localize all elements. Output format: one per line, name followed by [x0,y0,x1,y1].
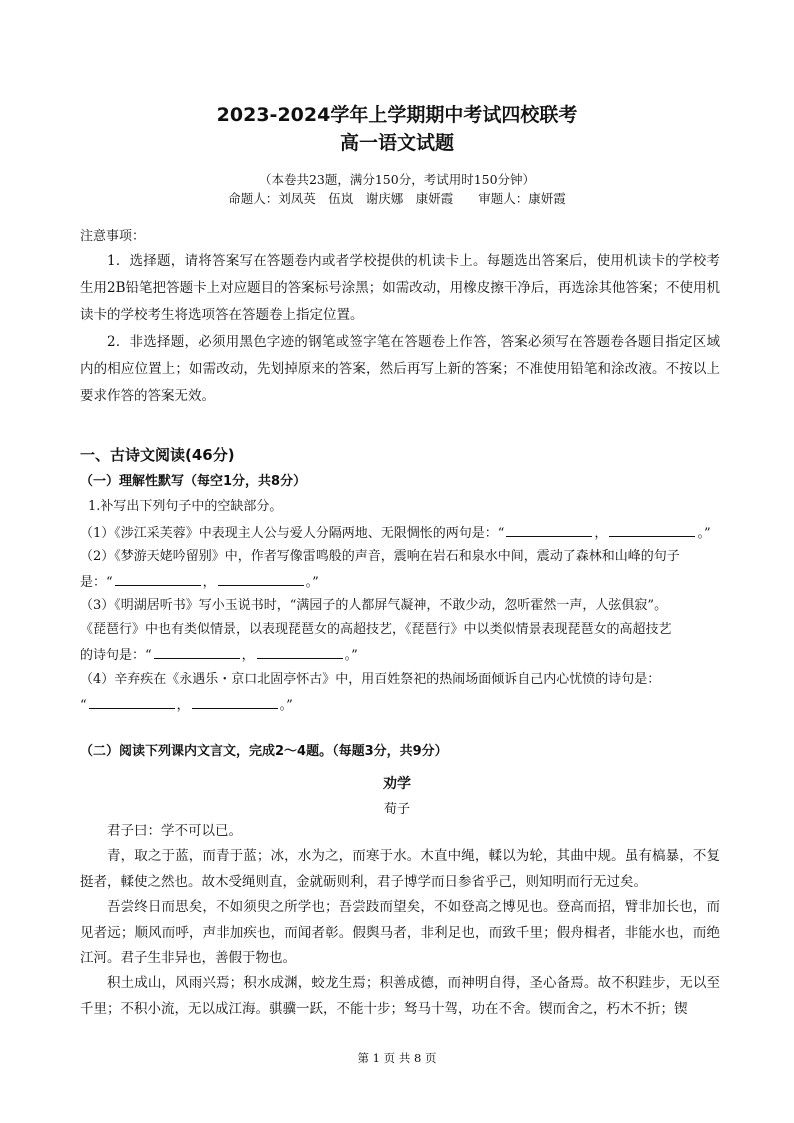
answer-blank[interactable] [89,694,175,709]
section-1-title: 一、古诗文阅读(46分) [80,446,235,464]
q1-4-mid: ， [176,698,190,713]
part-1-title: （一）理解性默写（每空1分，共8分） [80,474,307,489]
part-2-title: （二）阅读下列课内文言文，完成2～4题。（每题3分，共9分） [80,744,448,759]
notice-heading: 注意事项： [80,229,146,244]
q1-2-start: 是：“ [80,575,113,590]
answer-blank[interactable] [192,694,278,709]
question-1-4-line-1: （4）辛弃疾在《永遇乐・京口北固亭怀古》中，用百姓祭祀的热闹场面倾诉自己内心忧愤的诗句是： [80,672,661,687]
answer-blank[interactable] [506,522,592,537]
article-paragraph-3: 吾尝终日而思矣，不如须臾之所学也；吾尝跂而望矣，不如登高之博见也。登高而招，臂非加长也，而见者远；顺风而呼，声非加疾也，而闻者彰。假舆马者，非利足也，而致千里；假舟楫者，非能水也，而绝江河。君子生非异也，善假于物也。 [80,899,720,966]
notice-item-1: 1．选择题，请将答案写在答题卷内或者学校提供的机读卡上。每题选出答案后，使用机读卡的学校考生用2B铅笔把答题卡上对应题目的答案标号涂黑；如需改动，用橡皮擦干净后，再选涂其他答案；不使用机读卡的学校考生将选项答在答题卷上指定位置。 [80,253,720,323]
notice-item-2: 2．非选择题，必须用黑色字迹的钢笔或签字笔在答题卷上作答，答案必须写在答题卷各题目指定区域内的相应位置上；如需改动，先划掉原来的答案，然后再写上新的答案；不准使用铅笔和涂改液。不按以上要求作答的答案无效。 [80,334,720,404]
q1-3-end: 。” [344,648,358,663]
q1-3-start: 的诗句是：“ [80,648,152,663]
question-1-1 [80,522,720,544]
question-1-2-line-2 [80,571,720,593]
question-1-intro: 1.补写出下列句子中的空缺部分。 [88,499,283,514]
article-paragraph-4: 积土成山，风雨兴焉；积水成渊，蛟龙生焉；积善成德，而神明自得，圣心备焉。故不积跬步，无以至千里；不积小流，无以成江海。骐骥一跃，不能十步；驽马十驾，功在不舍。锲而舍之，朽木不折；锲 [80,975,720,1017]
answer-blank[interactable] [218,571,304,586]
q1-4-end: 。” [279,698,293,713]
q1-1-end: 。” [697,526,711,541]
article-paragraph-1: 君子曰：学不可以已。 [107,823,242,839]
answer-blank[interactable] [154,644,240,659]
q1-1-mid: ， [594,526,608,541]
question-1-2-line-1: （2）《梦游天姥吟留别》中，作者写像雷鸣般的声音，震响在岩石和泉水中间，震动了森林和山峰的句子 [80,549,680,564]
answer-blank[interactable] [115,571,201,586]
question-1-3-line-3 [80,644,720,666]
page-number: 第 1 页 共 8 页 [357,1051,437,1065]
exam-subtitle: 高一语文试题 [339,132,454,154]
question-1-3-line-2: 《琵琶行》中也有类似情景，以表现琵琶女的高超技艺，《琵琶行》中以类似情景表现琵琶女的高超技艺 [80,622,672,637]
q1-1-text: （1）《涉江采芙蓉》中表现主人公与爱人分隔两地、无限惆怅的两句是：“ [80,526,505,541]
answer-blank[interactable] [609,522,695,537]
question-1-4-line-2 [80,694,720,716]
q1-3-mid: ， [241,648,255,663]
exam-title: 2023-2024学年上学期期中考试四校联考 [216,104,578,126]
article-author: 荀子 [383,802,410,817]
exam-authors: 命题人：刘凤英 伍岚 谢庆娜 康妍霞 审题人：康妍霞 [228,191,566,206]
q1-2-mid: ， [202,575,216,590]
exam-info: （本卷共23题，满分150分，考试用时150分钟） [258,172,536,187]
article-paragraph-2: 青，取之于蓝，而青于蓝；冰，水为之，而寒于水。木直中绳，輮以为轮，其曲中规。虽有槁暴，不复挺者，輮使之然也。故木受绳则直，金就砺则利，君子博学而日参省乎己，则知明而行无过矣。 [80,848,720,890]
question-1-3-line-1: （3）《明湖居听书》写小玉说书时，“满园子的人都屏气凝神，不敢少动，忽听霍然一声，人弦俱寂”。 [80,598,668,613]
article-title: 劝学 [383,776,411,792]
q1-2-end: 。” [305,575,319,590]
q1-4-start: “ [80,698,87,713]
answer-blank[interactable] [257,644,343,659]
